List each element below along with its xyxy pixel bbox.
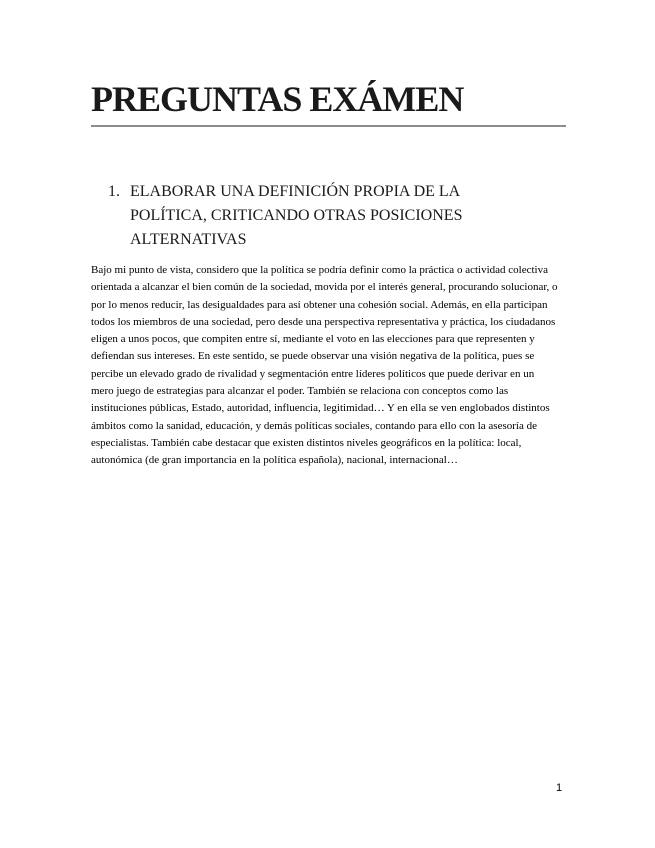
section-heading: [108, 180, 528, 252]
title-underline-rule: [91, 125, 566, 127]
body-paragraph: Bajo mi punto de vista, considero que la política se podría definir como la práctica o actividad colectiva orientada a alcanzar el bien común de la sociedad, movida por el interés general, procurando solucionar, o por lo menos reducir, las desigualdades para así obtener una cohesión social. Además, en ella participan todos los miembros de una sociedad, pero desde una perspectiva representativa y práctica, los ciudadanos eligen a unos pocos, que compiten entre sí, mediante el voto en las elecciones para que representen y defiendan sus intereses. En este sentido, se puede observar una visión negativa de la política, pues se percibe un elevado grado de rivalidad y segmentación entre líderes políticos que puede derivar en un mero juego de estrategias para alcanzar el poder. También se relaciona con conceptos como las instituciones públicas, Estado, autoridad, influencia, legitimidad… Y en ella se ven englobados distintos ámbitos como la sanidad, educación, y demás políticas sociales, contando para ello con la asesoría de especialistas. También cabe destacar que existen distintos niveles geográficos en la política: local, autonómica (de gran importancia en la política española), nacional, internacional…: [91, 264, 558, 467]
document-title: PREGUNTAS EXÁMEN: [91, 79, 464, 119]
page-number: 1: [556, 782, 563, 794]
section-heading-text: ELABORAR UNA DEFINICIÓN PROPIA DE LA POLÍTICA, CRITICANDO OTRAS POSICIONES ALTERNATIVAS: [130, 183, 463, 248]
section-number: 1.: [108, 183, 120, 200]
